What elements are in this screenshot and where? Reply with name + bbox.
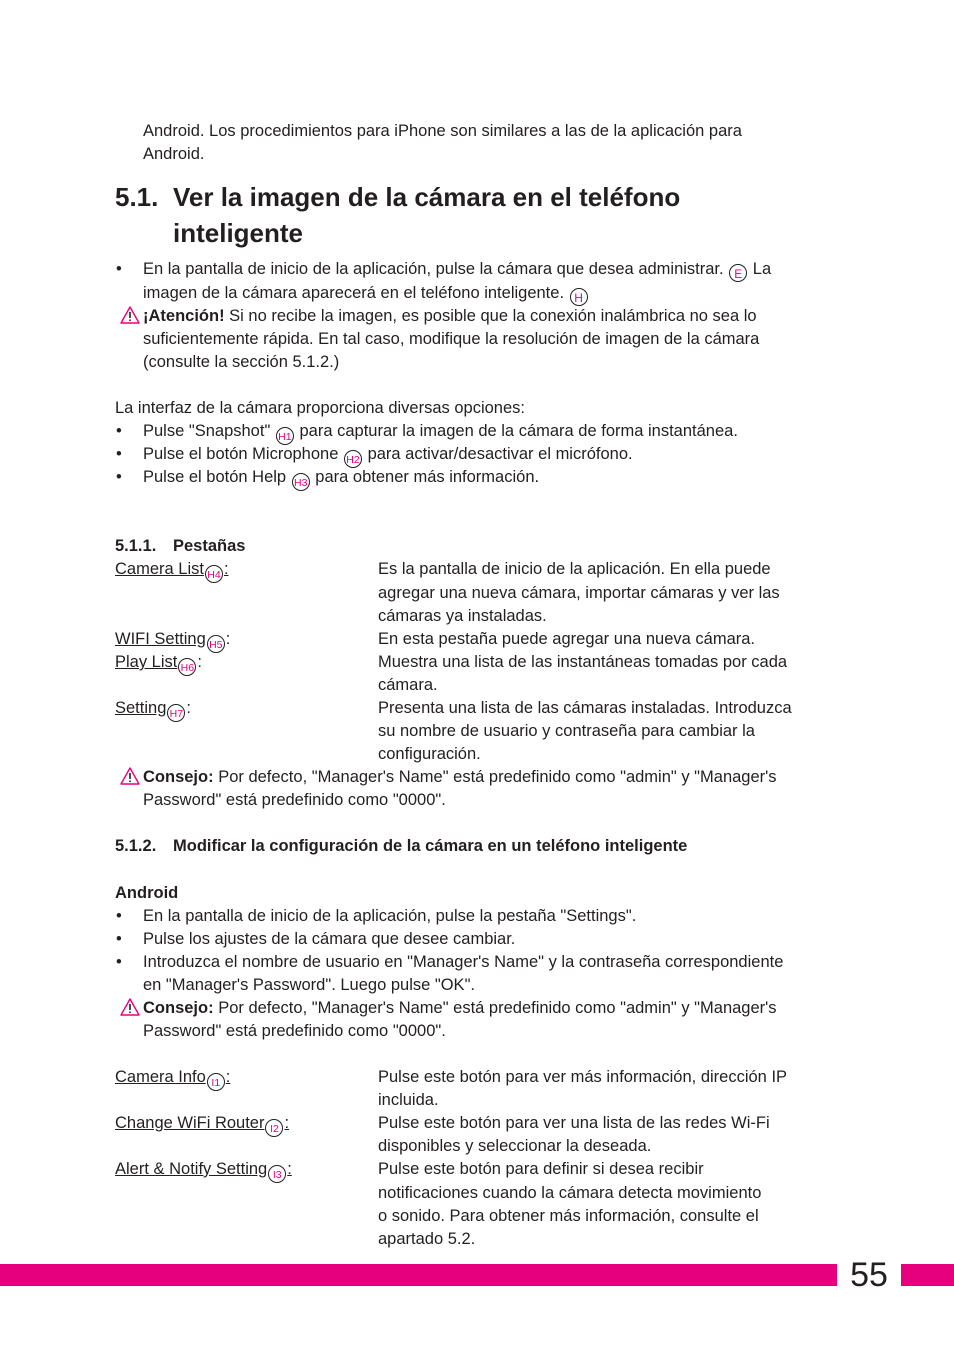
android-step: En la pantalla de inicio de la aplicación, pulse la pestaña "Settings".: [143, 907, 637, 925]
option-text-post: para activar/desactivar el micrófono.: [367, 445, 633, 463]
tab-label-camera-list: [115, 558, 229, 583]
section-title-line-1: Ver la imagen de la cámara en el teléfono: [173, 182, 681, 212]
tab-desc: configuración.: [378, 745, 481, 763]
term: WIFI Setting: [115, 630, 206, 648]
subsection-512-title: Modificar la configuración de la cámara en un teléfono inteligente: [173, 837, 688, 855]
colon: :: [225, 630, 231, 648]
step1-text-post: La: [752, 260, 772, 278]
tab-desc: Muestra una lista de las instantáneas tomadas por cada: [378, 653, 788, 671]
setting-label-change-wifi-router: [115, 1112, 289, 1137]
footer-accent-bar: [0, 1264, 954, 1286]
tab-label-setting: [115, 697, 191, 722]
callout-badge-h6: H6: [178, 658, 196, 676]
term: Camera Info: [115, 1068, 206, 1086]
setting-desc: notificaciones cuando la cámara detecta movimiento: [378, 1184, 762, 1202]
step1-text: En la pantalla de inicio de la aplicación, pulse la cámara que desea administrar.: [143, 260, 724, 278]
callout-badge-h: H: [570, 288, 588, 306]
callout-badge-i3: I3: [268, 1165, 286, 1183]
callout-badge-i1: I1: [207, 1073, 225, 1091]
option-microphone: [143, 443, 633, 468]
bullet: •: [116, 953, 122, 971]
attention-text-1: Si no recibe la imagen, es posible que la conexión inalámbrica no sea lo: [229, 307, 757, 325]
tab-desc: cámara.: [378, 676, 438, 694]
step1-line-2: [143, 282, 589, 306]
warning-triangle-icon: [120, 306, 140, 331]
page-number: 55: [850, 1256, 888, 1294]
option-help: [143, 466, 539, 491]
warning-triangle-icon: [120, 998, 140, 1023]
colon: :: [284, 1114, 290, 1132]
android-step-cont: en "Manager's Password". Luego pulse "OK".: [143, 976, 476, 994]
callout-badge-e: E: [729, 264, 747, 282]
callout-badge-h2: H2: [344, 450, 362, 468]
bullet: •: [116, 422, 122, 440]
android-step: Introduzca el nombre de usuario en "Manager's Name" y la contraseña correspondiente: [143, 953, 784, 971]
bullet: •: [116, 468, 122, 486]
colon: :: [186, 699, 191, 717]
attention-label: ¡Atención!: [143, 307, 225, 325]
callout-badge-h5: H5: [207, 635, 225, 653]
tab-desc: cámaras ya instaladas.: [378, 607, 547, 625]
option-text-post: para capturar la imagen de la cámara de forma instantánea.: [299, 422, 738, 440]
android-step: Pulse los ajustes de la cámara que desee cambiar.: [143, 930, 516, 948]
attention-line-1: [143, 305, 757, 328]
tip-text: Por defecto, "Manager's Name" está predefinido como "admin" y "Manager's: [218, 999, 777, 1017]
bullet: •: [116, 930, 122, 948]
tab-desc: Presenta una lista de las cámaras instaladas. Introduzca: [378, 699, 792, 717]
callout-badge-h7: H7: [167, 704, 185, 722]
term: Alert & Notify Setting: [115, 1160, 268, 1178]
tip2-line-1: [143, 997, 777, 1020]
tab-label-play-list: [115, 651, 202, 676]
option-text: Pulse el botón Microphone: [143, 445, 339, 463]
option-text: Pulse el botón Help: [143, 468, 287, 486]
tab-desc: En esta pestaña puede agregar una nueva cámara.: [378, 630, 756, 648]
android-heading: Android: [115, 884, 179, 902]
option-text-post: para obtener más información.: [315, 468, 540, 486]
tip1-line-1: [143, 766, 777, 789]
term: Camera List: [115, 560, 204, 578]
setting-desc: o sonido. Para obtener más información, consulte el: [378, 1207, 759, 1225]
setting-desc: Pulse este botón para ver más información, dirección IP: [378, 1068, 788, 1086]
step1-line-1: [143, 258, 771, 282]
callout-badge-h3: H3: [292, 473, 310, 491]
callout-badge-h4: H4: [205, 565, 223, 583]
interface-intro: La interfaz de la cámara proporciona diversas opciones:: [115, 399, 525, 417]
colon: :: [287, 1160, 292, 1178]
subsection-511-title: Pestañas: [173, 537, 246, 555]
callout-badge-h1: H1: [276, 427, 294, 445]
bullet: •: [116, 445, 122, 463]
tip-label: Consejo:: [143, 999, 214, 1017]
option-text: Pulse "Snapshot": [143, 422, 271, 440]
section-title-line-2: inteligente: [173, 218, 304, 248]
step1-text-2: imagen de la cámara aparecerá en el teléfono inteligente.: [143, 284, 565, 302]
setting-desc: apartado 5.2.: [378, 1230, 476, 1248]
subsection-512-number: 5.1.2.: [115, 837, 157, 855]
term: Change WiFi Router: [115, 1114, 265, 1132]
tab-label-wifi-setting: [115, 628, 230, 653]
setting-desc: Pulse este botón para ver una lista de las redes Wi-Fi: [378, 1114, 770, 1132]
setting-desc: Pulse este botón para definir si desea recibir: [378, 1160, 704, 1178]
tip2-line-2: Password" está predefinido como "0000".: [143, 1022, 446, 1040]
term: Play List: [115, 653, 178, 671]
colon: :: [223, 560, 229, 578]
setting-label-alert-notify: [115, 1158, 292, 1183]
setting-desc: disponibles y seleccionar la deseada.: [378, 1137, 652, 1155]
setting-label-camera-info: [115, 1066, 230, 1091]
colon: :: [225, 1068, 231, 1086]
tab-desc: su nombre de usuario y contraseña para cambiar la: [378, 722, 755, 740]
tip-label: Consejo:: [143, 768, 214, 786]
tab-desc: agregar una nueva cámara, importar cámaras y ver las: [378, 584, 780, 602]
warning-triangle-icon: [120, 767, 140, 792]
attention-line-2: suficientemente rápida. En tal caso, modifique la resolución de imagen de la cámara: [143, 330, 760, 348]
intro-line-1: Android. Los procedimientos para iPhone son similares a las de la aplicación para: [143, 122, 742, 140]
term: Setting: [115, 699, 167, 717]
option-snapshot: [143, 420, 738, 445]
section-number: 5.1.: [115, 182, 159, 212]
colon: :: [197, 653, 202, 671]
intro-line-2: Android.: [143, 145, 205, 163]
tab-desc: Es la pantalla de inicio de la aplicación. En ella puede: [378, 560, 771, 578]
attention-line-3: (consulte la sección 5.1.2.): [143, 353, 340, 371]
tip-text: Por defecto, "Manager's Name" está predefinido como "admin" y "Manager's: [218, 768, 777, 786]
tip1-line-2: Password" está predefinido como "0000".: [143, 791, 446, 809]
bullet: •: [116, 907, 122, 925]
setting-desc: incluida.: [378, 1091, 439, 1109]
callout-badge-i2: I2: [265, 1119, 283, 1137]
bullet: •: [116, 260, 122, 278]
subsection-511-number: 5.1.1.: [115, 537, 157, 555]
